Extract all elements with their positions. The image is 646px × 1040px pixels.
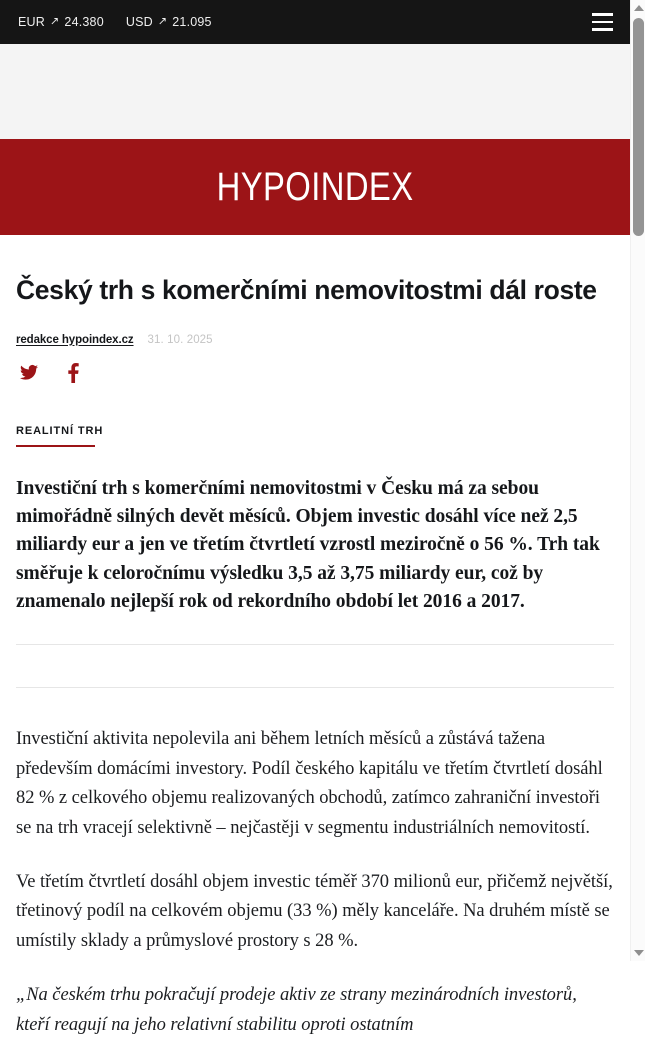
divider-bottom <box>16 687 614 688</box>
page-title: Český trh s komerčními nemovitostmi dál roste <box>16 275 597 305</box>
trend-up-icon: ↗ <box>50 15 60 27</box>
rate-eur-value: 24.380 <box>64 14 104 29</box>
social-share <box>16 363 614 383</box>
rate-usd[interactable] <box>126 16 212 29</box>
trend-up-icon: ↗ <box>157 15 168 27</box>
site-masthead <box>0 139 630 235</box>
page-scrollbar[interactable] <box>630 0 645 961</box>
facebook-icon[interactable] <box>63 363 83 383</box>
publish-date: 31. 10. 2025 <box>147 333 213 346</box>
article-quote: „Na českém trhu pokračují prodeje aktiv ze strany mezinárodních investorů, kteří reagují na jeho relativní stabilitu oproti ostatním <box>16 985 577 1035</box>
scrollbar-thumb[interactable] <box>633 18 644 236</box>
scroll-up-icon[interactable] <box>631 1 646 15</box>
hamburger-menu-icon[interactable] <box>582 0 622 44</box>
scroll-down-icon[interactable] <box>631 946 646 960</box>
rate-usd-value: 21.095 <box>172 14 212 29</box>
hamburger-bar <box>592 13 613 16</box>
hamburger-bar <box>592 28 613 31</box>
article-paragraph: Ve třetím čtvrtletí dosáhl objem investic téměř 370 milionů eur, přičemž největší, třetinový podíl na celkovém objemu (33 %) měly kanceláře. Na druhém místě se umístily sklady a průmyslové prostory s 28 %. <box>16 871 613 951</box>
rate-eur-currency: EUR <box>18 14 45 29</box>
author-link[interactable]: redakce hypoindex.cz <box>16 333 134 346</box>
twitter-icon[interactable] <box>19 363 39 383</box>
top-bar <box>0 0 630 44</box>
article-paragraph: Investiční aktivita nepolevila ani během letních měsíců a zůstává tažena především domácími investory. Podíl českého kapitálu ve třetím čtvrtletí dosáhl 82 % z celkového objemu realizovaných obchodů, zatímco zahraniční investoři se na trh vracejí selektivně – nejčastěji v segmentu industriálních nemovitostí. <box>16 729 603 838</box>
article <box>0 275 630 1040</box>
site-logo[interactable]: HYPOINDEX <box>216 165 414 209</box>
category-tag <box>16 425 103 447</box>
article-lead: Investiční trh s komerčními nemovitostmi v Česku má za sebou mimořádně silných devět měsíců. Objem investic dosáhl více než 2,5 miliardy eur a jen ve třetím čtvrtletí vzrostl meziročně o 56 %. Trh tak směřuje k celoročnímu výsledku 3,5 až 3,75 miliardy eur, což by znamenalo nejlepší rok od rekordního období let 2016 a 2017. <box>16 477 600 612</box>
rate-usd-currency: USD <box>125 14 153 29</box>
article-meta <box>16 334 614 346</box>
divider-top <box>16 644 614 645</box>
hamburger-bar <box>592 21 613 24</box>
rate-eur[interactable] <box>18 16 104 29</box>
category-label[interactable]: REALITNÍ TRH <box>16 424 104 437</box>
category-underline <box>16 445 95 447</box>
currency-rates <box>18 16 212 29</box>
ad-slot <box>0 44 630 139</box>
